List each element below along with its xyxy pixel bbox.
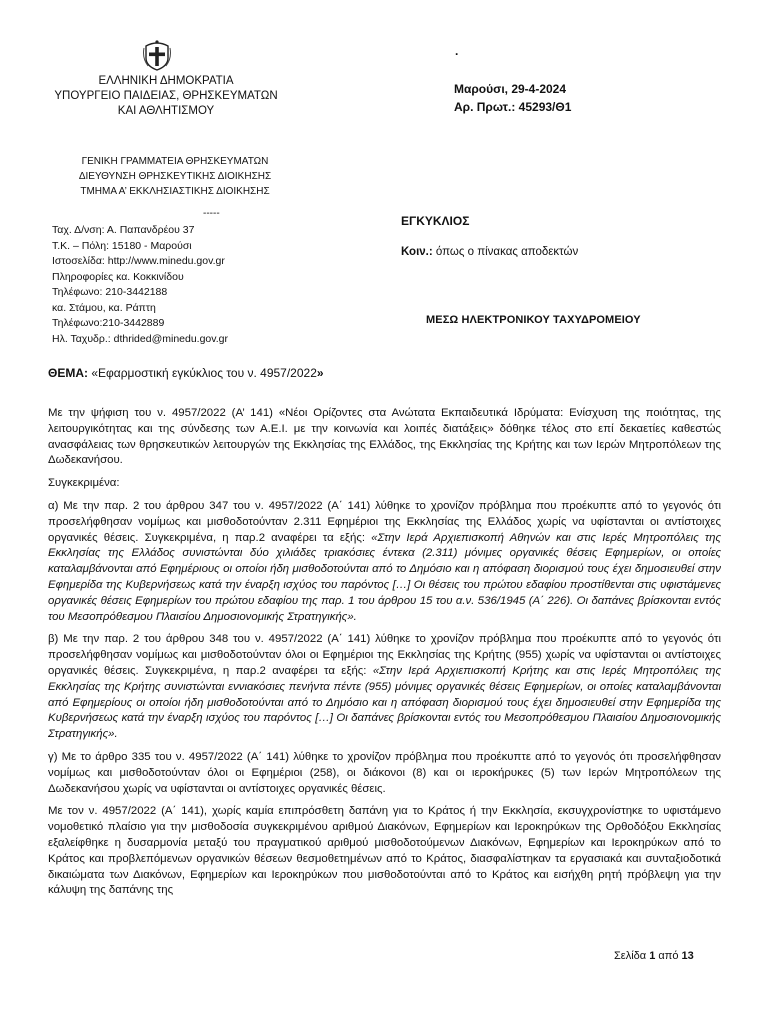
info-contact-line: Πληροφορίες κα. Κοκκινίδου bbox=[52, 270, 184, 283]
top-mark: . bbox=[455, 44, 459, 58]
subject-text: «Εφαρμοστική εγκύκλιος του ν. 4957/2022 bbox=[88, 366, 317, 380]
paragraph-b-text: β) Με την παρ. 2 του άρθρου 348 του ν. 4957/2022 (Α΄ 141) λύθηκε το χρονίζον πρόβλημα που προέκυπτε από το γεγονός ότι προσελήφθησαν νομίμως και μισθοδοτούνταν όλοι οι Εφημέριοι της Εκκλησίας της Κρήτης (955) χωρίς να υφίστανται οι αντίστοιχες οργανικές θέσεις. Συγκεκριμένα, η παρ.2 αναφέρει τα εξής: bbox=[48, 633, 721, 677]
directorate-name: ΔΙΕΥΘΥΝΣΗ ΘΡΗΣΚΕΥΤΙΚΗΣ ΔΙΟΙΚΗΣΗΣ bbox=[78, 171, 272, 182]
contact-names-line: κα. Στάμου, κα. Ράπτη bbox=[52, 301, 156, 314]
paragraph-b-quote: «Στην Ιερά Αρχιεπισκοπή Κρήτης και στις Ιερές Μητροπόλεις της Εκκλησίας της Κρήτης συνιστώνται εννιακόσιες πενήντα πέντε (955) μόνιμες οργανικές θέσεις Εφημερίων, οι οποίες καταλαμβάνονται από Εφημερίους οι οποίοι ήδη μισθοδοτούνται από το Δημόσιο και η απόφαση διορισμού τους έχει δημοσιευθεί στην Εφημερίδα της Κυβερνήσεως κατά την έναρξη ισχύος του παρόντος […] Οι δαπάνες βρίσκονται εντός του Μεσοπρόθεσμου Πλαισίου Δημοσιονομικής Στρατηγικής». bbox=[48, 664, 721, 741]
website-line: Ιστοσελίδα: http://www.minedu.gov.gr bbox=[52, 255, 225, 267]
protocol-number: Αρ. Πρωτ.: 45293/Θ1 bbox=[454, 100, 572, 114]
postal-code-line: Τ.Κ. – Πόλη: 15180 - Μαρούσι bbox=[52, 239, 192, 252]
page-of: από bbox=[655, 950, 682, 962]
greek-coat-of-arms-icon bbox=[142, 38, 172, 72]
paragraph-c: γ) Με το άρθρο 335 του ν. 4957/2022 (Α΄ 141) λύθηκε το χρονίζον πρόβλημα που προέκυπτε από το γεγονός ότι προσελήφθησαν νομίμως και μισθοδοτούνταν όλοι οι Εφημέριοι (258), οι διάκονοι (8) και οι ιεροκήρυκες (5) των Ιερών Μητροπόλεων της Δωδεκανήσου χωρίς να υφίστανται οι αντίστοιχες οργανικές θέσεις. bbox=[48, 750, 721, 795]
ministry-name-line2: ΚΑΙ ΑΘΛΗΤΙΣΜΟΥ bbox=[117, 105, 215, 117]
paragraph-a-quote: «Στην Ιερά Αρχιεπισκοπή Αθηνών και στις Ιερές Μητροπόλεις της Εκκλησίας της Ελλάδος συνιστώνται δύο χιλιάδες τριακόσιες έντεκα (2.311) μόνιμες οργανικές θέσεις Εφημερίων, οι οποίες καταλαμβάνονται από Εφημέριους οι οποίοι ήδη μισθοδοτούνται από το Δημόσιο και η απόφαση διορισμού τους έχει δημοσιευθεί στην Εφημερίδα της Κυβερνήσεως κατά την έναρξη ισχύος του παρόντος […] Οι θέσεις του πρώτου εδαφίου προστίθενται στις υφιστάμενες οργανικές θέσεις Εφημερίων του πρώτου εδαφίου της παρ. 1 του άρθρου 15 του α.ν. 536/1945 (Α΄ 226). Οι δαπάνες βρίσκονται εντός του Μεσοπρόθεσμου Πλαισίου Δημοσιονομικής Στρατηγικής». bbox=[48, 531, 722, 623]
department-name: ΤΜΗΜΑ Α’ ΕΚΚΛΗΣΙΑΣΤΙΚΗΣ ΔΙΟΙΚΗΣΗΣ bbox=[80, 186, 270, 197]
secretariat-name: ΓΕΝΙΚΗ ΓΡΑΜΜΑΤΕΙΑ ΘΡΗΣΚΕΥΜΑΤΩΝ bbox=[81, 156, 269, 167]
recipients-label: Κοιν.: bbox=[401, 246, 433, 258]
paragraph-a-text: α) Με την παρ. 2 του άρθρου 347 του ν. 4957/2022 (Α΄ 141) λύθηκε το χρονίζον πρόβλημα που προέκυπτε από το γεγονός ότι προσελήφθησαν νομίμως και μισθοδοτούνταν 2.311 Εφημέριοι της Εκκλησίας της Ελλάδος χωρίς να υφίστανται οι αντίστοιχες οργανικές θέσεις. Συγκεκριμένα, η παρ.2 αναφέρει τα εξής: bbox=[48, 499, 721, 544]
subject-label: ΘΕΜΑ: bbox=[48, 366, 88, 380]
page-total: 13 bbox=[681, 950, 694, 962]
paragraph-a bbox=[48, 499, 721, 625]
recipients-line bbox=[401, 246, 578, 258]
email-line: Ηλ. Ταχυδρ.: dthrided@minedu.gov.gr bbox=[52, 332, 228, 345]
separator: ----- bbox=[203, 208, 220, 219]
subject-line bbox=[48, 366, 324, 380]
ministry-name-line1: ΥΠΟΥΡΓΕΙΟ ΠΑΙΔΕΙΑΣ, ΘΡΗΣΚΕΥΜΑΤΩΝ bbox=[54, 90, 278, 102]
phone-line-2: Τηλέφωνο:210-3442889 bbox=[52, 317, 165, 329]
address-line: Ταχ. Δ/νση: Α. Παπανδρέου 37 bbox=[52, 224, 195, 236]
closing-paragraph: Με τον ν. 4957/2022 (Α΄ 141), χωρίς καμία επιπρόσθετη δαπάνη για το Κράτος ή την Εκκλησία, εκσυγχρονίστηκε το υφιστάμενο νομοθετικό πλαίσιο για την μισθοδοσία συγκεκριμένου αριθμού Διακόνων, Εφημερίων και Ιεροκηρύκων της Ορθοδόξου Εκκλησίας εξαλείφθηκε η δυσαρμονία μεταξύ του πραγματικού αριθμού μισθοδοτούμενων Διακόνων, Εφημερίων και Ιεροκηρύκων από το Κράτος και προβλεπόμενων οργανικών θέσεων θεσμοθετημένων από το Κράτος, διασφαλίστηκαν τα εργασιακά και συνταξιοδοτικά δικαιώματα των Διακόνων, Εφημερίων και Ιεροκηρύκων που μισθοδοτούνται από το Κράτος και εισήχθη ρητή πρόβλεψη για την κάλυψη της δαπάνης της bbox=[48, 805, 721, 897]
contact-block bbox=[52, 223, 228, 347]
delivery-method: ΜΕΣΩ ΗΛΕΚΤΡΟΝΙΚΟΥ ΤΑΧΥΔΡΟΜΕΙΟΥ bbox=[426, 314, 641, 326]
phone-line-1: Τηλέφωνο: 210-3442188 bbox=[52, 286, 168, 298]
paragraph-b bbox=[48, 632, 721, 743]
date-protocol-block bbox=[454, 80, 571, 116]
page-label: Σελίδα bbox=[614, 950, 650, 962]
country-name: ΕΛΛΗΝΙΚΗ ΔΗΜΟΚΡΑΤΙΑ bbox=[98, 75, 234, 87]
intro-paragraph: Με την ψήφιση του ν. 4957/2022 (Α’ 141) «Νέοι Ορίζοντες στα Ανώτατα Εκπαιδευτικά Ιδρύματα: Ενίσχυση της ποιότητας, της λειτουργικότητας και της σύνδεσης των Α.Ε.Ι. με την κοινωνία και λοιπές διατάξεις» δόθηκε τέλος στο επί δεκαετίες καθεστώς ανασφάλειας των θρησκευτικών λειτουργών της Εκκλησίας της Ελλάδος, της Εκκλησίας της Κρήτης και των Ιερών Μητροπόλεων της Δωδεκανήσου. bbox=[48, 407, 721, 467]
recipients-value: όπως ο πίνακας αποδεκτών bbox=[432, 246, 579, 258]
page-number bbox=[614, 950, 694, 962]
document-body bbox=[48, 406, 721, 906]
specifically-label: Συγκεκριμένα: bbox=[48, 477, 120, 490]
department-header bbox=[44, 154, 306, 199]
ministry-header bbox=[40, 74, 292, 119]
subject-close: » bbox=[316, 366, 324, 380]
page-current: 1 bbox=[649, 950, 656, 962]
document-type: ΕΓΚΥΚΛΙΟΣ bbox=[401, 214, 470, 228]
date-line: Μαρούσι, 29-4-2024 bbox=[454, 82, 567, 96]
